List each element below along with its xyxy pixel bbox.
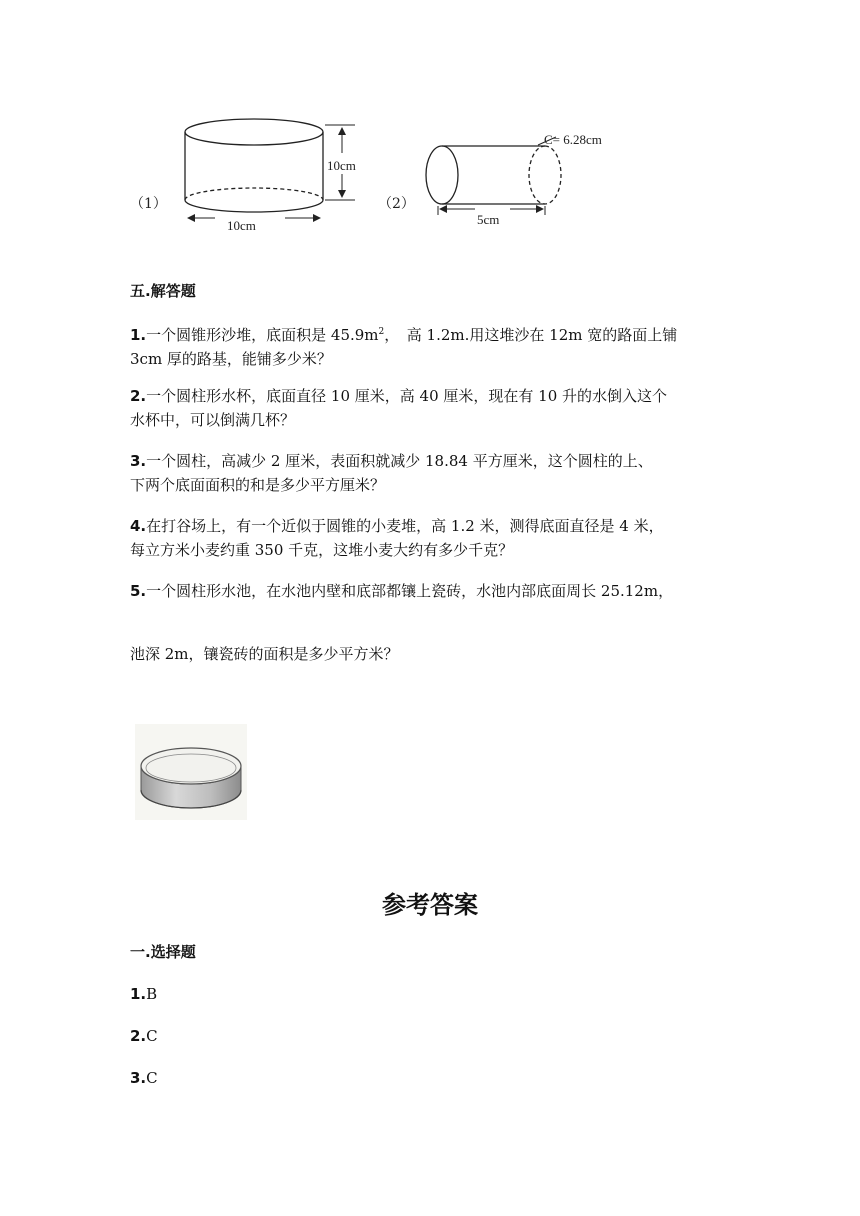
answer-item xyxy=(130,1027,158,1045)
question-number: 5. xyxy=(130,582,147,600)
answer-number: 2. xyxy=(130,1027,147,1045)
question-number: 2. xyxy=(130,387,147,405)
section-5-title: 五.解答题 xyxy=(130,282,196,300)
answer-value: B xyxy=(146,985,158,1003)
cylinder-diagram-2 xyxy=(420,125,630,235)
question-number: 1. xyxy=(130,326,147,344)
question-text: 每立方米小麦约重 350 千克，这堆小麦大约有多少千克？ xyxy=(130,541,514,559)
question-text: 3cm 厚的路基，能铺多少米？ xyxy=(130,350,332,368)
answer-number: 1. xyxy=(130,985,147,1003)
question-text: 下两个底面面积的和是多少平方厘米？ xyxy=(130,476,386,494)
cylinder-diagram-1 xyxy=(175,108,375,238)
question-text: 一个圆柱，高减少 2 厘米，表面积就减少 18.84 平方厘米，这个圆柱的上、 xyxy=(146,452,653,470)
superscript: 2 xyxy=(378,327,385,337)
question-1 xyxy=(130,320,730,371)
answer-item xyxy=(130,1069,158,1087)
figure-1-height-label: 10cm xyxy=(327,158,356,173)
pool-ring-illustration xyxy=(135,724,247,820)
question-text: 一个圆柱形水池，在水池内壁和底部都镶上瓷砖，水池内部底面周长 25.12m， xyxy=(146,582,674,600)
question-3 xyxy=(130,449,730,497)
question-text: 水杯中，可以倒满几杯？ xyxy=(130,411,296,429)
figure-2-length-label: 5cm xyxy=(477,212,500,227)
answer-value: C xyxy=(146,1069,158,1087)
answer-item xyxy=(130,985,157,1003)
question-text: 在打谷场上，有一个近似于圆锥的小麦堆，高 1.2 米，测得底面直径是 4 米， xyxy=(146,517,664,535)
figure-2-circumference-label: C= 6.28cm xyxy=(544,132,602,147)
question-4 xyxy=(130,514,730,562)
answer-value: C xyxy=(146,1027,158,1045)
figure-1-diameter-label: 10cm xyxy=(227,218,256,233)
question-number: 3. xyxy=(130,452,147,470)
figure-1-label: （1） xyxy=(130,196,167,212)
question-text: ， 高 1.2m.用这堆沙在 12m 宽的路面上铺 xyxy=(384,326,678,344)
question-text: 池深 2m，镶瓷砖的面积是多少平方米？ xyxy=(130,645,399,663)
question-2 xyxy=(130,384,730,432)
answer-number: 3. xyxy=(130,1069,147,1087)
question-text: 一个圆柱形水杯，底面直径 10 厘米，高 40 厘米，现在有 10 升的水倒入这个 xyxy=(146,387,668,405)
question-text: 一个圆锥形沙堆，底面积是 45.9m xyxy=(146,326,379,344)
answers-section-1-title: 一.选择题 xyxy=(130,943,196,961)
question-5 xyxy=(130,579,730,603)
question-5-continued xyxy=(130,642,730,666)
question-number: 4. xyxy=(130,517,147,535)
figure-2-label: （2） xyxy=(378,196,415,212)
answers-title: 参考答案 xyxy=(382,891,478,919)
